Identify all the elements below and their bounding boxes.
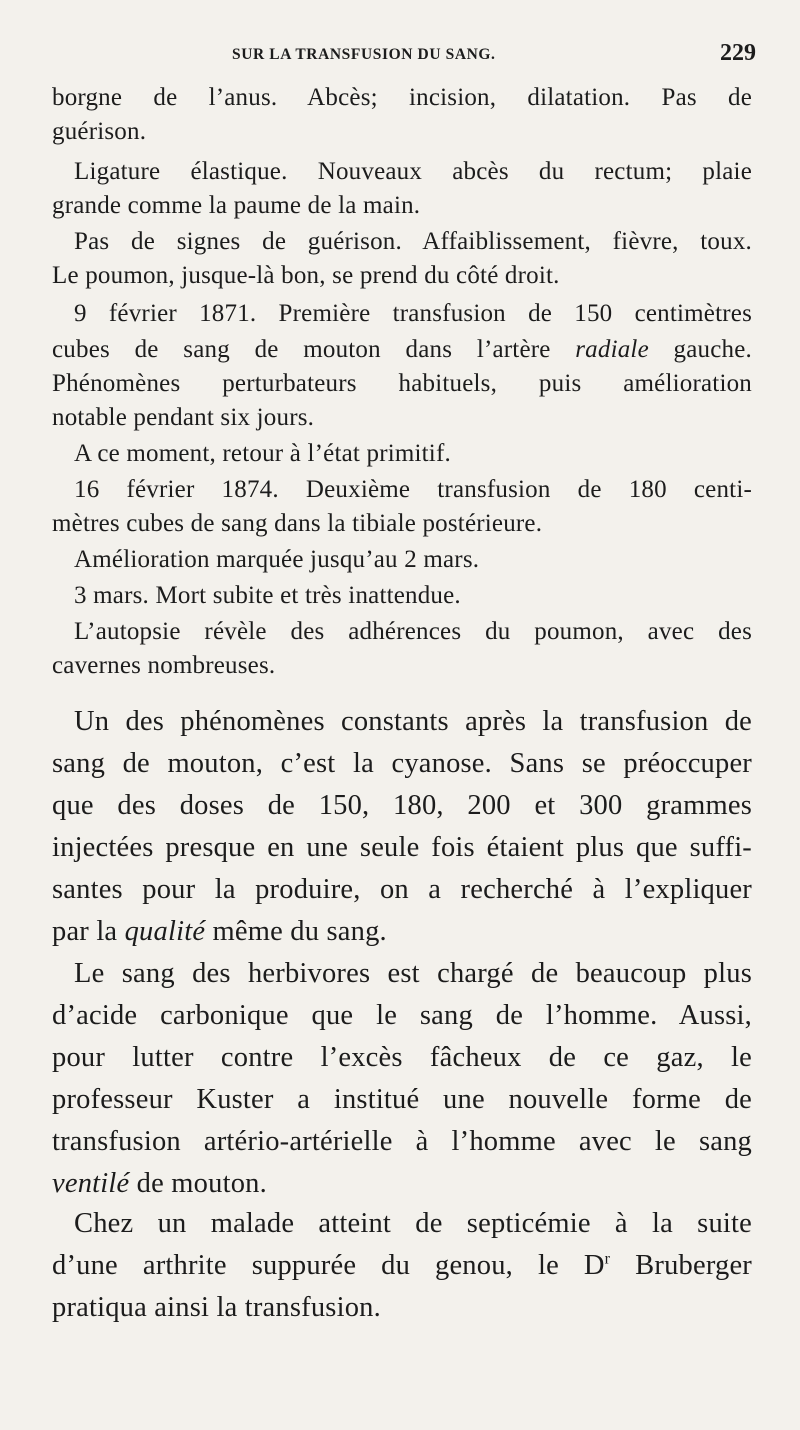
text-line: sang de mouton, c’est la cyanose. Sans se préoccuper [52, 748, 752, 779]
text-line: L’autopsie révèle des adhérences du poumon, avec des [74, 618, 752, 645]
text-line: professeur Kuster a institué une nouvelle forme de [52, 1084, 752, 1115]
text-line: mètres cubes de sang dans la tibiale postérieure. [52, 510, 543, 537]
text-line: grande comme la paume de la main. [52, 192, 421, 219]
text-line: cavernes nombreuses. [52, 652, 276, 679]
text-line: Phénomènes perturbateurs habituels, puis amélioration [52, 370, 752, 397]
text-line: Chez un malade atteint de septicémie à la suite [74, 1208, 752, 1239]
text-line: Amélioration marquée jusqu’au 2 mars. [74, 546, 480, 573]
text-span: même du sang. [205, 916, 387, 947]
text-span: cubes de sang de mouton dans l’artère [52, 336, 576, 363]
text-span: de mouton. [129, 1168, 267, 1199]
text-line: Ligature élastique. Nouveaux abcès du rectum; plaie [74, 158, 752, 185]
text-line: d’acide carbonique que le sang de l’homme. Aussi, [52, 1000, 752, 1031]
text-line [52, 336, 752, 364]
running-head [0, 40, 800, 74]
italic-text: qualité [124, 916, 206, 947]
running-title: SUR LA TRANSFUSION DU SANG. [232, 46, 496, 63]
superscript: r [604, 1250, 611, 1268]
text-line: guérison. [52, 118, 147, 145]
text-line: Un des phénomènes constants après la transfusion de [74, 706, 752, 737]
text-line: transfusion artério-artérielle à l’homme avec le sang [52, 1126, 752, 1157]
text-span: d’une arthrite suppurée du genou, le D [52, 1250, 605, 1281]
text-line: borgne de l’anus. Abcès; incision, dilatation. Pas de [52, 84, 752, 111]
text-line: santes pour la produire, on a recherché à l’expliquer [52, 874, 752, 905]
text-line: A ce moment, retour à l’état primitif. [74, 440, 451, 467]
text-line [52, 1250, 752, 1282]
text-line: pratiqua ainsi la transfusion. [52, 1292, 381, 1323]
text-line: Pas de signes de guérison. Affaiblissement, fièvre, toux. [74, 228, 752, 255]
text-line: 9 février 1871. Première transfusion de 150 centimètres [74, 300, 752, 327]
text-line: Le poumon, jusque-là bon, se prend du côté droit. [52, 262, 560, 289]
text-span: par la [52, 916, 125, 947]
text-line: Le sang des herbivores est chargé de beaucoup plus [74, 958, 752, 989]
text-line: 3 mars. Mort subite et très inattendue. [74, 582, 461, 609]
text-span: gauche. [648, 336, 752, 363]
text-line: notable pendant six jours. [52, 404, 315, 431]
page-number: 229 [720, 40, 756, 66]
text-line [52, 916, 752, 948]
italic-text: ventilé [52, 1168, 130, 1199]
text-line: pour lutter contre l’excès fâcheux de ce gaz, le [52, 1042, 752, 1073]
text-line [52, 1168, 752, 1200]
text-line: injectées presque en une seule fois étaient plus que suffi- [52, 832, 752, 863]
text-span: Bruberger [610, 1250, 752, 1281]
text-line: que des doses de 150, 180, 200 et 300 grammes [52, 790, 752, 821]
text-line: 16 février 1874. Deuxième transfusion de 180 centi- [74, 476, 752, 503]
italic-text: radiale [575, 336, 649, 363]
